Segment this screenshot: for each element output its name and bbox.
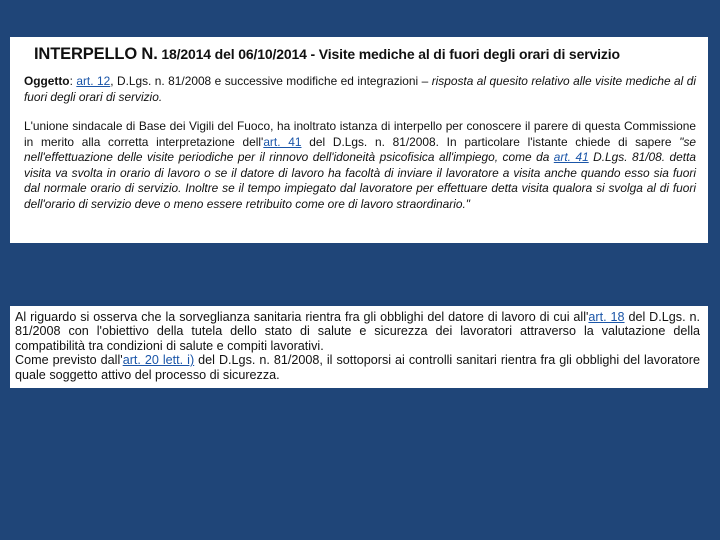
sorveglianza-text-a: Al riguardo si osserva che la sorveglianza sanitaria rientra fra gli obblighi del datore di lavoro di cui all'	[15, 310, 589, 324]
controlli-paragraph	[15, 353, 700, 382]
paragraph-gap	[24, 105, 696, 119]
oggetto-italic-text: risposta al quesito relativo alle visite mediche al di fuori degli orari di servizio.	[24, 74, 696, 104]
art-20-link[interactable]: art. 20 lett. i)	[122, 353, 195, 368]
art-41-link[interactable]: art. 41	[263, 134, 302, 149]
quesito-text-a: "se nell'effettuazione delle visite periodiche per il rinnovo dell'idoneità psicofisica all'impiego, come da	[24, 134, 696, 164]
art-12-link[interactable]: art. 12	[76, 74, 111, 88]
art-18-link[interactable]: art. 18	[588, 310, 625, 324]
oggetto-text: , D.Lgs. n. 81/2008 e successive modifiche ed integrazioni –	[110, 74, 432, 88]
title-subject: Visite mediche al di fuori degli orari di servizio	[318, 46, 620, 62]
istanza-text-b: del D.Lgs. n. 81/2008. In particolare l'istante chiede di sapere	[301, 134, 680, 149]
risposta-panel	[10, 306, 708, 388]
quesito-text-b: D.Lgs. 81/08. detta visita va svolta in orario di lavoro o se il datore di lavoro ha facoltà di inviare il lavoratore a visita anche quando esso sia fuori dal normale orario di servizio. Inoltre se il tempo impiegato dal lavoratore per effettuare detta visita qualora si svolga al di fuori dell'orario di servizio deve o meno essere retribuito come ore di lavoro straordinario."	[24, 150, 696, 211]
oggetto-separator: :	[69, 74, 77, 88]
interpello-title	[34, 45, 696, 64]
sorveglianza-text-b: del D.Lgs. n. 81/2008 con l'obiettivo della tutela dello stato di salute e sicurezza dei lavoratori attraverso la valutazione della compatibilità tra condizioni di salute e compiti lavorativi.	[15, 310, 700, 353]
oggetto-paragraph	[24, 74, 696, 105]
sorveglianza-paragraph	[15, 310, 700, 353]
title-date: 18/2014 del 06/10/2014 -	[157, 46, 319, 62]
istanza-paragraph	[24, 119, 696, 212]
controlli-text-a: Come previsto dall'	[15, 353, 123, 368]
art-41-link-2[interactable]: art. 41	[553, 150, 589, 164]
interpello-panel	[10, 37, 708, 243]
oggetto-label: Oggetto	[24, 74, 70, 88]
title-interpello-number: INTERPELLO N.	[34, 45, 158, 63]
istanza-text-a: L'unione sindacale di Base dei Vigili del Fuoco, ha inoltrato istanza di interpello per conoscere il parere di questa Commissione in merito alla corretta interpretazione dell'	[24, 119, 696, 149]
controlli-text-b: del D.Lgs. n. 81/2008, il sottoporsi ai controlli sanitari rientra fra gli obblighi del lavoratore quale soggetto attivo del processo di sicurezza.	[15, 353, 700, 382]
